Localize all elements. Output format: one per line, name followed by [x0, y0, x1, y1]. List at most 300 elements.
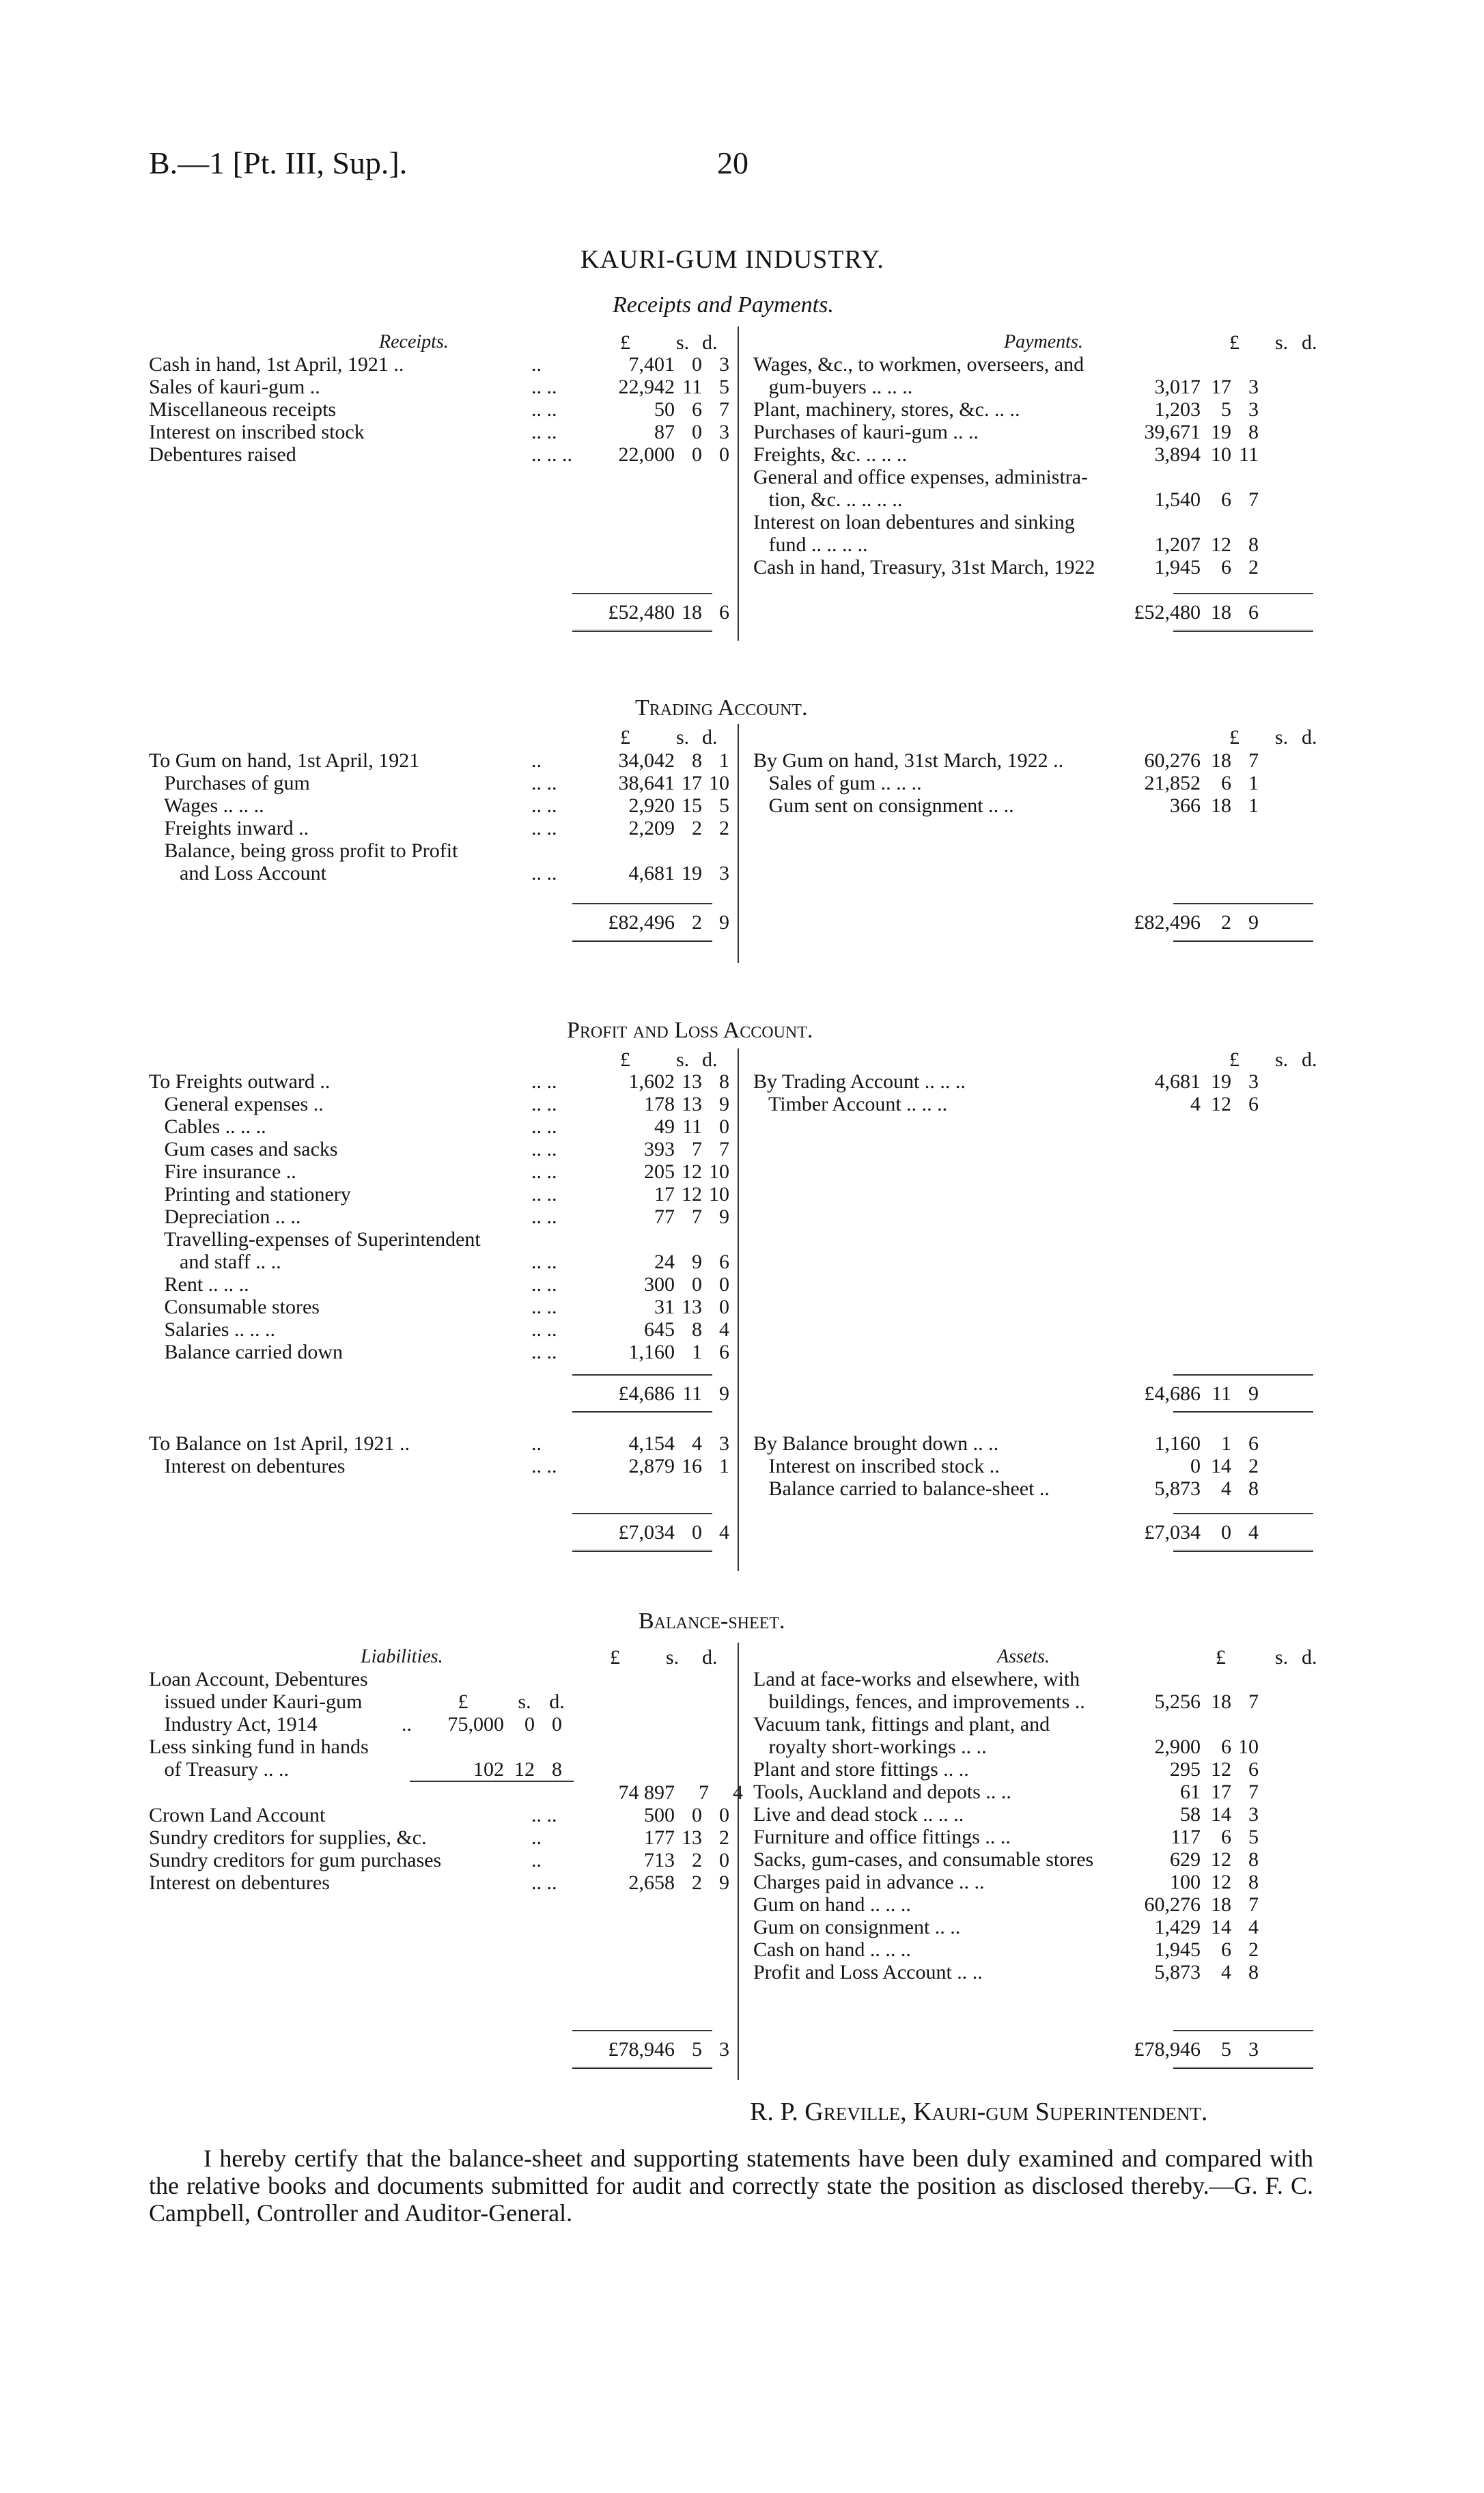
pence-value: 7: [1248, 488, 1259, 511]
row-label: Wages, &c., to workmen, overseers, and: [753, 353, 1084, 376]
leader-dots: ..: [531, 353, 542, 376]
pounds-value: £52,480: [608, 601, 675, 624]
pounds-value: £4,686: [618, 1382, 675, 1405]
leader-dots: .. ..: [531, 1318, 557, 1341]
pounds-value: 645: [644, 1318, 675, 1341]
pounds-value: 24: [654, 1251, 675, 1273]
superintendent-signature: R. P. Greville, Kauri-gum Superintendent.: [750, 2098, 1208, 2126]
shillings-value: 18: [1211, 1893, 1231, 1916]
shillings-value: 11: [682, 1115, 702, 1138]
ledger-row: [753, 1893, 1327, 1916]
ledger-row: [753, 398, 1327, 421]
pounds-value: 4,681: [1154, 1070, 1201, 1093]
pl-pence-header-left: d.: [702, 1048, 718, 1071]
pence-value: 3: [719, 862, 729, 885]
ledger-row: [753, 443, 1327, 466]
auditor-certification: I hereby certify that the balance-sheet and supporting statements have been duly examined and compared with the relative books and documents submitted for audit and correctly state the position as disclosed thereby.—G. F. C. Campbell, Controller and Auditor-General.: [149, 2145, 1313, 2227]
pounds-value: 0: [1190, 1455, 1201, 1477]
assets-list: [753, 1668, 1327, 1983]
loan-net-row: 74 897 7 4: [618, 1781, 743, 1804]
receipts-heading: Receipts.: [379, 331, 449, 352]
pence-value: 6: [1248, 1093, 1259, 1115]
shillings-value: 4: [692, 1432, 702, 1455]
row-label: and staff .. ..: [149, 1251, 281, 1273]
pounds-value: £52,480: [1134, 601, 1201, 624]
row-label: Rent .. .. ..: [149, 1273, 249, 1296]
row-label: and Loss Account: [149, 862, 326, 885]
ledger-row: [753, 1477, 1327, 1500]
pence-value: 9: [719, 1382, 729, 1405]
shillings-value: 10: [1211, 443, 1231, 466]
pounds-value: 1,207: [1154, 533, 1201, 556]
pl-pound-header-right: £: [1229, 1048, 1240, 1071]
double-rule: [572, 1411, 712, 1416]
rp-pound-header-left: £: [620, 331, 630, 354]
row-label: Charges paid in advance .. ..: [753, 1871, 985, 1893]
pence-value: 2: [1248, 556, 1259, 579]
pence-value: 8: [1248, 421, 1259, 443]
row-label: Furniture and office fittings .. ..: [753, 1826, 1011, 1848]
row-label: Gum on consignment .. ..: [753, 1916, 961, 1938]
double-rule: [1173, 630, 1313, 635]
pounds-value: 22,942: [618, 376, 675, 398]
shillings-value: 0: [692, 353, 702, 376]
pounds-value: 4: [1190, 1093, 1201, 1115]
leader-dots: .. ..: [531, 772, 557, 794]
ledger-row: [753, 1961, 1327, 1983]
pence-value: 8: [1248, 1477, 1259, 1500]
ledger-row: [149, 1251, 729, 1273]
rule: [1173, 593, 1313, 594]
row-label: Sundry creditors for supplies, &c.: [149, 1826, 427, 1849]
shillings-value: 2: [692, 1871, 702, 1894]
total-row: [149, 911, 729, 934]
row-label: Debentures raised: [149, 443, 296, 466]
pence-value: 8: [719, 1070, 729, 1093]
leader-dots: .. ..: [531, 1183, 557, 1206]
pence-value: 2: [1248, 1938, 1259, 1961]
pounds-value: 2,900: [1154, 1736, 1201, 1758]
bs-pound-header-left: £: [610, 1646, 620, 1669]
total-row: [149, 601, 729, 624]
pence-value: 10: [709, 1183, 729, 1206]
pence-value: 3: [719, 1432, 729, 1455]
rp-pound-header-right: £: [1229, 331, 1240, 354]
pounds-value: £7,034: [618, 1521, 675, 1544]
pence-value: 4: [719, 1521, 729, 1544]
pence-value: 7: [719, 398, 729, 421]
row-label: Plant, machinery, stores, &c. .. ..: [753, 398, 1020, 421]
row-label: gum-buyers .. .. ..: [753, 376, 913, 398]
rule: [572, 1374, 712, 1376]
pounds-value: 2,209: [628, 817, 675, 839]
loan-account-block: [149, 1668, 572, 1781]
pounds-value: 21,852: [1144, 772, 1201, 794]
ledger-row: [753, 1455, 1327, 1477]
pl-credits: [753, 1070, 1327, 1115]
pence-value: 4: [1248, 1521, 1259, 1544]
profit-loss-title: Profit and Loss Account.: [567, 1018, 813, 1043]
ledger-row: [753, 749, 1327, 772]
row-label: Timber Account .. .. ..: [753, 1093, 948, 1115]
pence-value: 9: [719, 1871, 729, 1894]
ledger-row: [149, 1341, 729, 1363]
row-label: By Gum on hand, 31st March, 1922 ..: [753, 749, 1064, 772]
leader-dots: .. ..: [531, 1206, 557, 1228]
rule: [1173, 1513, 1313, 1514]
bs-shilling-header-left: s.: [666, 1646, 680, 1669]
leader-dots: .. ..: [531, 794, 557, 817]
total-row: [753, 911, 1327, 934]
pence-value: 8: [1248, 1871, 1259, 1893]
shillings-value: 13: [682, 1093, 702, 1115]
row-label: Interest on inscribed stock: [149, 421, 365, 443]
pounds-value: 5,873: [1154, 1477, 1201, 1500]
shillings-value: 6: [1221, 772, 1231, 794]
pounds-value: £7,034: [1144, 1521, 1201, 1544]
row-label: Purchases of gum: [149, 772, 310, 794]
pence-value: 8: [1248, 1961, 1259, 1983]
pounds-value: 17: [654, 1183, 675, 1206]
ledger-row: [753, 794, 1327, 817]
row-label: Cables .. .. ..: [149, 1115, 266, 1138]
total-row: [753, 601, 1327, 624]
leader-dots: .. ..: [531, 1455, 557, 1477]
shillings-value: 7: [692, 1206, 702, 1228]
pounds-value: £4,686: [1144, 1382, 1201, 1405]
balance-sheet-title: Balance-sheet.: [639, 1608, 785, 1634]
rule: [572, 2030, 712, 2031]
shillings-value: 0: [692, 443, 702, 466]
rule: [572, 593, 712, 594]
ledger-row: [149, 772, 729, 794]
pence-value: 3: [1248, 1070, 1259, 1093]
pounds-value: 60,276: [1144, 749, 1201, 772]
pounds-value: 3,017: [1154, 376, 1201, 398]
receipts-list: [149, 353, 729, 466]
pounds-value: 300: [644, 1273, 675, 1296]
shillings-value: 19: [1211, 1070, 1231, 1093]
liabilities-list: [149, 1804, 729, 1894]
shillings-value: 13: [682, 1826, 702, 1849]
row-label: Balance carried to balance-sheet ..: [753, 1477, 1050, 1500]
receipts-total: [149, 601, 729, 624]
row-label: Purchases of kauri-gum .. ..: [753, 421, 979, 443]
pence-value: 1: [719, 749, 729, 772]
rp-pence-header-right: d.: [1302, 331, 1317, 354]
ledger-row: [149, 1183, 729, 1206]
shillings-value: 15: [682, 794, 702, 817]
assets-total: [753, 2038, 1327, 2061]
double-rule: [1173, 1411, 1313, 1416]
pl-credits-second-total: [753, 1521, 1327, 1544]
ledger-row: [149, 794, 729, 817]
ledger-row: [753, 1690, 1327, 1713]
pence-value: 3: [1248, 2038, 1259, 2061]
rule: [1173, 903, 1313, 904]
row-label: General expenses ..: [149, 1093, 324, 1115]
shillings-value: 11: [682, 376, 702, 398]
ta-pound-header-left: £: [620, 726, 630, 749]
total-row: [753, 1521, 1327, 1544]
shillings-value: 0: [692, 1804, 702, 1826]
document-code: B.—1 [Pt. III, Sup.].: [149, 145, 408, 180]
pence-value: 3: [719, 2038, 729, 2061]
pl-debits-second: [149, 1432, 729, 1477]
row-label: Sales of kauri-gum ..: [149, 376, 320, 398]
pounds-value: 50: [654, 398, 675, 421]
shillings-value: 18: [1211, 749, 1231, 772]
ledger-row: [149, 817, 729, 839]
payments-total: [753, 601, 1327, 624]
row-label: Profit and Loss Account .. ..: [753, 1961, 983, 1983]
shillings-value: 12: [1211, 533, 1231, 556]
pounds-value: 38,641: [618, 772, 675, 794]
ledger-row: [753, 511, 1327, 533]
pence-value: 2: [719, 1826, 729, 1849]
leader-dots: .. ..: [531, 1273, 557, 1296]
ledger-row: [753, 1848, 1327, 1871]
pounds-value: 77: [654, 1206, 675, 1228]
section-title: KAURI-GUM INDUSTRY.: [580, 245, 884, 274]
shillings-value: 0: [1221, 1521, 1231, 1544]
leader-dots: .. ..: [531, 1093, 557, 1115]
row-label: Gum sent on consignment .. ..: [753, 794, 1014, 817]
shillings-value: 5: [1221, 398, 1231, 421]
row-label: Crown Land Account: [149, 1804, 326, 1826]
shillings-value: 6: [1221, 1826, 1231, 1848]
shillings-value: 18: [1211, 1690, 1231, 1713]
pl-shilling-header-left: s.: [676, 1048, 690, 1071]
pence-value: 1: [719, 1455, 729, 1477]
ledger-row: [149, 1115, 729, 1138]
ledger-row: [753, 353, 1327, 376]
row-label: To Gum on hand, 1st April, 1921: [149, 749, 420, 772]
pence-value: 5: [719, 794, 729, 817]
ledger-row: [149, 1228, 723, 1251]
pounds-value: 1,429: [1154, 1916, 1201, 1938]
shillings-value: 2: [1221, 911, 1231, 934]
shillings-value: 8: [692, 749, 702, 772]
row-label: Plant and store fittings .. ..: [753, 1758, 969, 1781]
leader-dots: .. ..: [531, 862, 557, 885]
shillings-value: 18: [1211, 601, 1231, 624]
ledger-row: [149, 749, 729, 772]
leader-dots: .. ..: [531, 398, 557, 421]
ledger-row: [149, 421, 729, 443]
pounds-value: 31: [654, 1296, 675, 1318]
liabilities-heading: Liabilities.: [361, 1646, 443, 1667]
shillings-value: 0: [692, 421, 702, 443]
rule: [1173, 2030, 1313, 2031]
rule: [1173, 1374, 1313, 1376]
row-label: fund .. .. .. ..: [753, 533, 868, 556]
assets-heading: Assets.: [997, 1646, 1050, 1667]
pence-value: 3: [1248, 1803, 1259, 1826]
leader-dots: .. ..: [531, 1115, 557, 1138]
trading-debits: [149, 749, 729, 885]
shillings-value: 11: [682, 1382, 702, 1405]
row-label: Interest on loan debentures and sinking: [753, 511, 1075, 533]
leader-dots: ..: [531, 1432, 542, 1455]
row-label: Fire insurance ..: [149, 1160, 296, 1183]
row-label: By Trading Account .. .. ..: [753, 1070, 966, 1093]
row-label: Freights inward ..: [149, 817, 309, 839]
ledger-row: [149, 1093, 729, 1115]
pl-debits-total: [149, 1382, 729, 1405]
ledger-row: [753, 421, 1327, 443]
pence-value: 10: [1238, 1736, 1259, 1758]
row-label: Printing and stationery: [149, 1183, 351, 1206]
receipts-payments-subtitle: Receipts and Payments.: [613, 292, 834, 318]
ledger-row: [149, 1826, 729, 1849]
shillings-value: 19: [1211, 421, 1231, 443]
pounds-value: £78,946: [608, 2038, 675, 2061]
pence-value: 6: [719, 601, 729, 624]
row-label: Miscellaneous receipts: [149, 398, 337, 421]
pence-value: 0: [719, 443, 729, 466]
payments-heading: Payments.: [1004, 331, 1083, 352]
pounds-value: 178: [644, 1093, 675, 1115]
shillings-value: 12: [682, 1183, 702, 1206]
shillings-value: 0: [692, 1273, 702, 1296]
pounds-value: £82,496: [608, 911, 675, 934]
rp-shilling-header-left: s.: [676, 331, 690, 354]
ledger-row: [149, 353, 729, 376]
pence-value: 7: [1248, 1893, 1259, 1916]
shillings-value: 18: [1211, 794, 1231, 817]
pounds-value: 22,000: [618, 443, 675, 466]
ledger-row: [753, 1070, 1327, 1093]
pl2-column-divider: [738, 1427, 739, 1571]
bs-column-divider: [738, 1643, 739, 2080]
pounds-value: 629: [1170, 1848, 1201, 1871]
shillings-value: 17: [682, 772, 702, 794]
ledger-row: [149, 398, 729, 421]
row-label: Interest on debentures: [149, 1455, 346, 1477]
leader-dots: .. ..: [531, 1138, 557, 1160]
pence-value: 3: [719, 353, 729, 376]
leader-dots: .. ..: [531, 1160, 557, 1183]
pounds-value: 205: [644, 1160, 675, 1183]
ledger-row: [753, 1871, 1327, 1893]
pence-value: 9: [719, 1206, 729, 1228]
pl-pound-header-left: £: [620, 1048, 630, 1071]
bs-pence-header-left: d.: [702, 1646, 718, 1669]
pence-value: 8: [1248, 1848, 1259, 1871]
shillings-value: 16: [682, 1455, 702, 1477]
shillings-value: 12: [682, 1160, 702, 1183]
ledger-row: [753, 376, 1327, 398]
row-label: Land at face-works and elsewhere, with: [753, 1668, 1080, 1690]
ledger-row: [753, 1736, 1327, 1758]
pence-value: 1: [1248, 794, 1259, 817]
ta-column-divider: [738, 724, 739, 963]
ledger-row: [149, 1273, 729, 1296]
pence-value: 9: [719, 1093, 729, 1115]
row-label: Gum on hand .. .. ..: [753, 1893, 911, 1916]
pounds-value: £82,496: [1134, 911, 1201, 934]
row-label: Depreciation .. ..: [149, 1206, 301, 1228]
pounds-value: 1,540: [1154, 488, 1201, 511]
pence-value: 0: [719, 1296, 729, 1318]
pounds-value: 295: [1170, 1758, 1201, 1781]
pence-value: 7: [1248, 1690, 1259, 1713]
leader-dots: ..: [531, 1826, 542, 1849]
pounds-value: 58: [1180, 1803, 1201, 1826]
pounds-value: 2,879: [628, 1455, 675, 1477]
shillings-value: 19: [682, 862, 702, 885]
pounds-value: 1,602: [628, 1070, 675, 1093]
row-label: Sacks, gum-cases, and consumable stores: [753, 1848, 1094, 1871]
pounds-value: 87: [654, 421, 675, 443]
pence-value: 4: [1248, 1916, 1259, 1938]
shillings-value: 17: [1211, 376, 1231, 398]
double-rule: [1173, 940, 1313, 945]
ledger-row: [149, 839, 723, 862]
row-label: Freights, &c. .. .. ..: [753, 443, 907, 466]
ledger-row: [149, 443, 729, 466]
row-label: Live and dead stock .. .. ..: [753, 1803, 964, 1826]
shillings-value: 6: [692, 398, 702, 421]
ledger-row: [149, 1206, 729, 1228]
shillings-value: 6: [1221, 556, 1231, 579]
ledger-row: [753, 1938, 1327, 1961]
row-label: Cash on hand .. .. ..: [753, 1938, 911, 1961]
pounds-value: 500: [644, 1804, 675, 1826]
pounds-value: 100: [1170, 1871, 1201, 1893]
shillings-value: 12: [1211, 1871, 1231, 1893]
total-row: [149, 1382, 729, 1405]
pence-value: 3: [719, 421, 729, 443]
pounds-value: 117: [1171, 1826, 1201, 1848]
pence-value: 6: [1248, 1758, 1259, 1781]
ta-shilling-header-left: s.: [676, 726, 690, 749]
rp-column-divider: [738, 326, 739, 641]
leader-dots: .. ..: [531, 1070, 557, 1093]
leader-dots: .. ..: [531, 1871, 557, 1894]
ledger-row: [149, 1138, 729, 1160]
shillings-value: 5: [1221, 2038, 1231, 2061]
pence-value: 1: [1248, 772, 1259, 794]
pounds-value: 177: [644, 1826, 675, 1849]
pounds-value: 1,203: [1154, 398, 1201, 421]
pence-value: 0: [719, 1273, 729, 1296]
pence-value: 6: [719, 1251, 729, 1273]
shillings-value: 14: [1211, 1803, 1231, 1826]
ledger-row: [149, 1804, 729, 1826]
pl-debits: [149, 1070, 729, 1363]
row-label: Gum cases and sacks: [149, 1138, 338, 1160]
double-rule: [1173, 2067, 1313, 2072]
ledger-row: [753, 1916, 1327, 1938]
pounds-value: 2,658: [628, 1871, 675, 1894]
pence-value: 7: [719, 1138, 729, 1160]
total-row: [753, 1382, 1327, 1405]
leader-dots: .. ..: [531, 1804, 557, 1826]
pl-credits-total: [753, 1382, 1327, 1405]
pounds-value: 5,873: [1154, 1961, 1201, 1983]
shillings-value: 2: [692, 817, 702, 839]
pence-value: 9: [1248, 911, 1259, 934]
row-label: By Balance brought down .. ..: [753, 1432, 999, 1455]
shillings-value: 12: [1211, 1758, 1231, 1781]
pounds-value: 49: [654, 1115, 675, 1138]
pence-value: 6: [719, 1341, 729, 1363]
page-number: 20: [717, 145, 748, 180]
pence-value: 10: [709, 1160, 729, 1183]
ledger-row: [753, 533, 1327, 556]
